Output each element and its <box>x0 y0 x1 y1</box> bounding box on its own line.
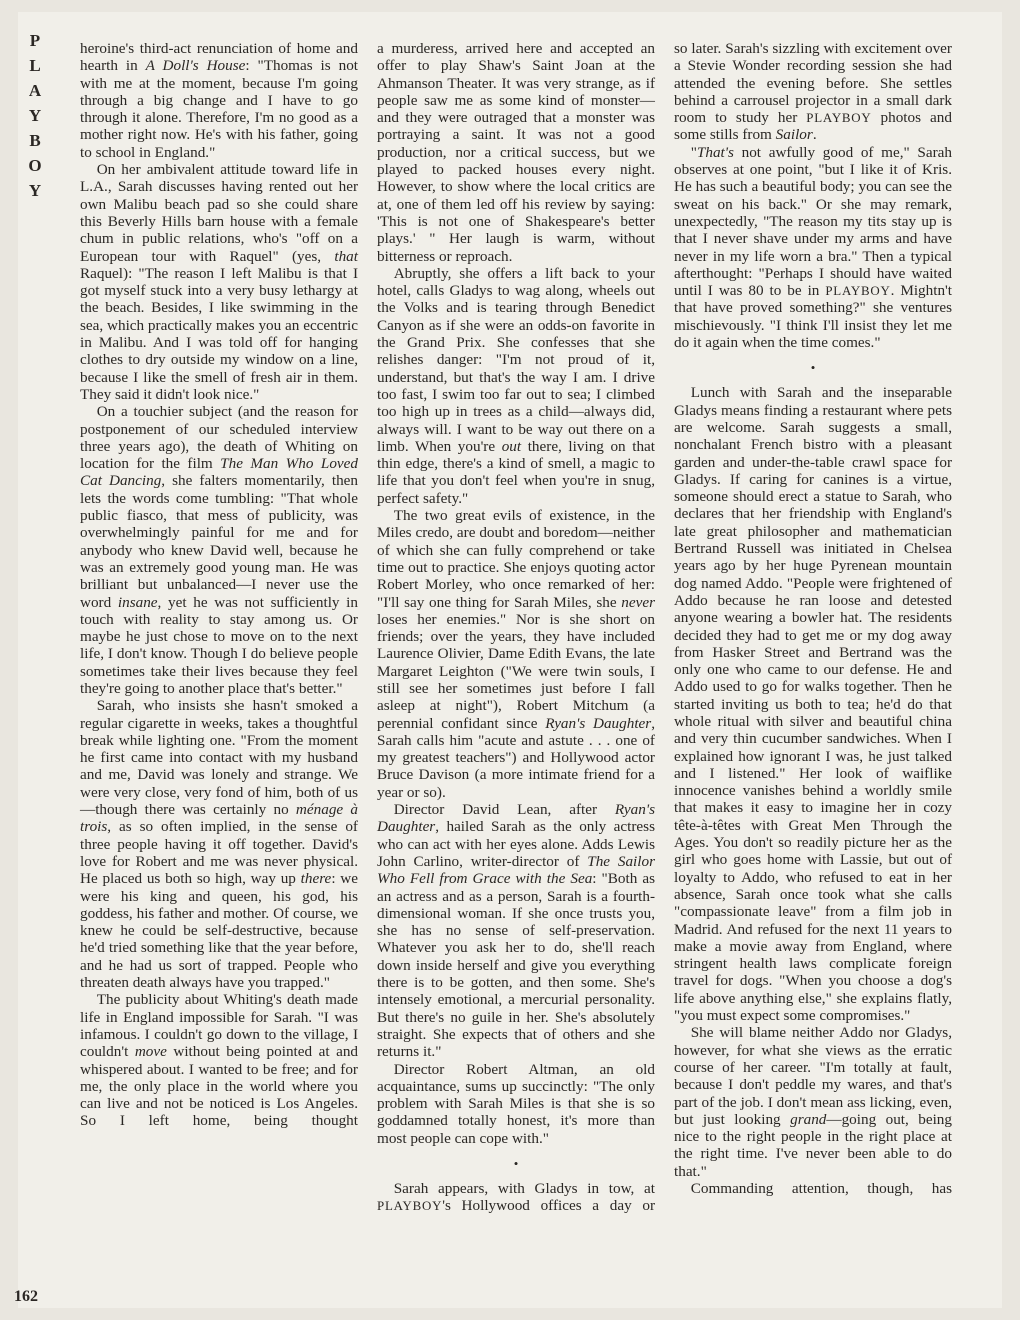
text-run: , she falters momentarily, then lets the words come tumbling: "That whole public fiasco, that mess of publicity, was overwhelmingly painful for me and for anybody who knew David well, because he was an extremely good young man. He was brilliant but unbalanced—I never use the word <box>80 472 358 611</box>
text-run: " <box>690 143 697 161</box>
text-run: , Sarah calls him "acute and astute . . . one of my greatest teachers") and Hollywood actor Bruce Davison (a more intimate friend for a year or so). <box>377 714 655 801</box>
paragraph <box>674 40 952 144</box>
masthead-letter: Y <box>28 106 42 125</box>
masthead-letter: B <box>29 131 41 150</box>
text-run: Director Robert Altman, an old acquaintance, sums up succinctly: "The only problem with Sarah Miles is that she is so goddamned totally honest, it's more than most people can cope with." <box>377 1060 655 1147</box>
article-column-3 <box>674 40 952 1197</box>
text-run: without being pointed at and whispered about. I wanted to be free; and for me, the only place in the world where you can live and not be noticed is Los Angeles. So I left home, being thought <box>80 1043 359 1130</box>
text-run: photos and some stills from <box>674 109 952 144</box>
section-separator: • <box>810 360 816 376</box>
paragraph <box>80 697 358 991</box>
italic-text: there <box>300 870 332 888</box>
text-run: , as so often implied, in the sense of three people having it off together. David's love for Robert and me was never physical. He placed us both so high, way up <box>80 818 358 888</box>
text-run: 's Hollywood offices a day or <box>442 1197 655 1215</box>
text-run: She will blame neither Addo nor Gladys, however, for what she views as the erratic course of her career. "I'm totally at fault, because I don't peddle my wares, and that's part of the job. I don't mean ass licking, even, but just looking <box>674 1024 952 1128</box>
text-run: Sarah, who insists she hasn't smoked a regular cigarette in weeks, takes a thoughtful break while lighting one. "From the moment he first came into contact with my husband and me, David was lonely and strange. We were very close, very fond of him, both of us—though there was certainly no <box>80 697 358 819</box>
italic-text: grand <box>790 1110 827 1128</box>
paragraph <box>674 1180 952 1197</box>
article-column-1 <box>80 40 358 1130</box>
text-run: Raquel): "The reason I left Malibu is that I got myself stuck into a very busy lethargy at the beach. Besides, I like swimming in the sea, which practically makes you an eccentric in Malibu. And I was told off for hanging clothes to dry outside my window on a line, because I like the smell of fresh air in them. They said it didn't look nice." <box>80 264 358 403</box>
section-separator: • <box>513 1156 519 1171</box>
small-caps-text: PLAYBOY <box>377 1198 443 1214</box>
text-run: Abruptly, she offers a lift back to your hotel, calls Gladys to wag along, wheels out the Volks and is tearing through Benedict Canyon as if she were an odds-on favorite in the Grand Prix. She confesses that she relishes danger: "I'm not proud of it, understand, but that's the way I am. I drive too fast, I swim too far out to sea; I climbed too high up in trees as a child—always did, always will. I want to be way out there on a limb. When you're <box>377 264 655 455</box>
paragraph <box>80 40 358 161</box>
masthead-letter: P <box>29 31 41 50</box>
paragraph <box>377 801 655 1060</box>
paragraph <box>80 161 358 403</box>
paragraph <box>674 144 952 352</box>
italic-title: The Sailor Who Fell from Grace with the Sea <box>377 852 655 888</box>
italic-text: never <box>621 593 655 611</box>
text-run: Commanding attention, though, has <box>690 1180 952 1197</box>
text-run: . Mightn't that have proved something?" she ventures mischievously. "I think I'll insist they let me do it again when the time comes." <box>674 282 952 352</box>
text-run: . <box>812 126 817 144</box>
text-run: Director David Lean, after <box>393 801 615 819</box>
italic-title: The Man Who Loved Cat Dancing <box>80 455 358 490</box>
paragraph <box>377 507 655 801</box>
paragraph <box>377 40 655 265</box>
masthead-letter: O <box>28 156 42 175</box>
text-run: , hailed Sarah as the only actress who can act with her eyes alone. Adds Lewis John Carlino, writer-director of <box>377 818 655 870</box>
italic-text: that <box>334 247 358 265</box>
masthead-letter: A <box>28 81 42 100</box>
running-head <box>18 28 52 203</box>
text-run: On her ambivalent attitude toward life in L.A., Sarah discusses having rented out her own Malibu beach pad so she could share this Beverly Hills barn house with a female chum in public relations, who's "off on a European tour with Raquel" (yes, <box>80 161 358 265</box>
masthead-letter: L <box>29 56 41 75</box>
paragraph <box>674 384 952 1024</box>
masthead-letter: Y <box>28 181 42 200</box>
text-run: Lunch with Sarah and the inseparable Gladys means finding a restaurant where pets are welcome. Sarah suggests a small, nonchalant French bistro with a pleasant garden and under-the-table crawl space for Gladys. If caring for canines is a virtue, someone should erect a statue to Sarah, who declares that her friendship with England's late great philosopher and mathematician Bertrand Russell was initiated in Chelsea years ago by her huge Pyrenean mountain dog named Addo. "People were frightened of Addo because he ran loose and detested anyone wearing a bowler hat. The residents decided they had to get me or my dog away from Hasker Street and Bertrand was the only one who came to our defense. He and Addo used to go for walks together. Then he started inviting us both to tea; he'd do that whole ritual with silver and beautiful china and very thin cucumber sandwiches. When I explained how ignorant I was, he just talked and I listened." Her look of waiflike innocence vanishes behind a worldly smile that makes it easy to imagine her in cozy tête-à-têtes with Great Men Through the Ages. You don't so readily picture her as the girl who goes home with Lassie, but out of loyalty to Addo, who refused to eat in her absence, Sarah once took what she calls "compassionate leave" from a film job in Madrid. And refused for the next 11 years to make a movie away from England, where stringent health laws complicate foreign travel for dogs. "When you choose a dog's life above anything else," she explains flatly, "you must expect some compromises." <box>674 384 952 1025</box>
text-run: : "Both as an actress and as a person, Sarah is a fourth-dimensional woman. If she once trusts you, she has no sense of self-preservation. Whatever you ask her to do, she'll reach down inside herself and give you everything there is to be gotten, and then some. She's intensely emotional, a mercurial personality. But there's no guile in her. She's absolutely straight. She expects that of others and she returns it." <box>377 870 655 1061</box>
text-run: , yet he was not sufficiently in touch with reality to stay among us. Or maybe he just chose to move on to the next life, I don't know. Though I do believe people sometimes take their lives because they feel they're going to another place that's better." <box>80 593 358 697</box>
paragraph <box>377 265 655 507</box>
text-run: Sarah appears, with Gladys in tow, at <box>393 1180 655 1197</box>
text-run: loses her enemies." Nor is she short on friends; over the years, they have included Laurence Olivier, Dame Edith Evans, the late Margaret Leighton ("We were twin souls, I still see her sometimes just before I fall asleep at night"), Robert Mitchum (a perennial confidant since <box>377 610 655 732</box>
page-number: 162 <box>14 1288 38 1305</box>
text-run: not awfully good of me," Sarah observes at one point, "but I like it of Kris. He has such a beautiful body; you can see the sweat on his back." Or she may remark, unexpectedly, "The reason my tits stay up is that I never shave under my arms and have never in my life worn a bra." Then a typical afterthought: "Perhaps I should have waited until I was 80 to be in <box>674 143 952 300</box>
paragraph <box>377 1180 655 1215</box>
italic-title: A Doll's House <box>145 57 246 75</box>
text-run: so later. Sarah's sizzling with excitement over a Stevie Wonder recording session she had attended the evening before. She settles behind a carrousel projector in a small dark room to study her <box>674 40 952 127</box>
text-run: The two great evils of existence, in the Miles credo, are doubt and boredom—neither of which she can fully comprehend or take time out to practice. She enjoys quoting actor Robert Morley, who once remarked of her: "I'll say one thing for Sarah Miles, she <box>377 507 655 611</box>
text-run: heroine's third-act renunciation of home and hearth in <box>80 40 358 75</box>
italic-text: move <box>134 1043 167 1061</box>
paragraph <box>80 991 358 1129</box>
small-caps-text: PLAYBOY <box>825 283 891 299</box>
italic-text: out <box>501 437 522 455</box>
italic-text: That's <box>696 143 734 161</box>
paragraph <box>674 1024 952 1180</box>
text-run: The publicity about Whiting's death made life in England impossible for Sarah. "I was infamous. I couldn't go down to the village, I couldn't <box>80 991 358 1061</box>
paragraph <box>80 403 358 697</box>
paragraph <box>377 1061 655 1147</box>
text-run: : we were his king and queen, his god, his goddess, his father and mother. Of course, we knew he could be self-destructive, because he'd tried something like that the year before, and he had us sort of trapped. People who threaten death always have you trapped." <box>80 870 358 992</box>
article-column-2 <box>377 40 655 1215</box>
italic-text: insane <box>117 593 158 611</box>
text-run: : "Thomas is not with me at the moment, because I'm going through a big change and I have to go through it alone. Therefore, I'm no good as a mother right now. He's with his father, going to school in England." <box>80 57 359 161</box>
text-run: —going out, being nice to the right people in the right place at the right time. I've never been able to do that." <box>674 1110 952 1180</box>
text-run: On a touchier subject (and the reason for postponement of our scheduled interview three years ago), the death of Whiting on location for the film <box>80 403 358 473</box>
italic-title: Ryan's Daughter <box>545 714 652 732</box>
text-run: there, living on that thin edge, there's a kind of smell, a magic to life that you don't feel when you're in snug, perfect safety." <box>377 437 655 507</box>
italic-text: ménage à trois <box>80 801 358 836</box>
text-run: a murderess, arrived here and accepted an offer to play Shaw's Saint Joan at the Ahmanson Theater. It was very strange, as if people saw me as some kind of monster—and they were outraged that a monster was portraying a saint. It was not a good production, nor a critical success, but we played to packed houses every night. However, to show where the local critics are at, one of them led off his review by saying: 'This is not one of Shakespeare's better plays.' " Her laugh is warm, without bitterness or reproach. <box>377 40 655 265</box>
italic-title: Ryan's Daughter <box>377 801 655 836</box>
italic-title: Sailor <box>775 126 813 144</box>
small-caps-text: PLAYBOY <box>806 110 872 126</box>
